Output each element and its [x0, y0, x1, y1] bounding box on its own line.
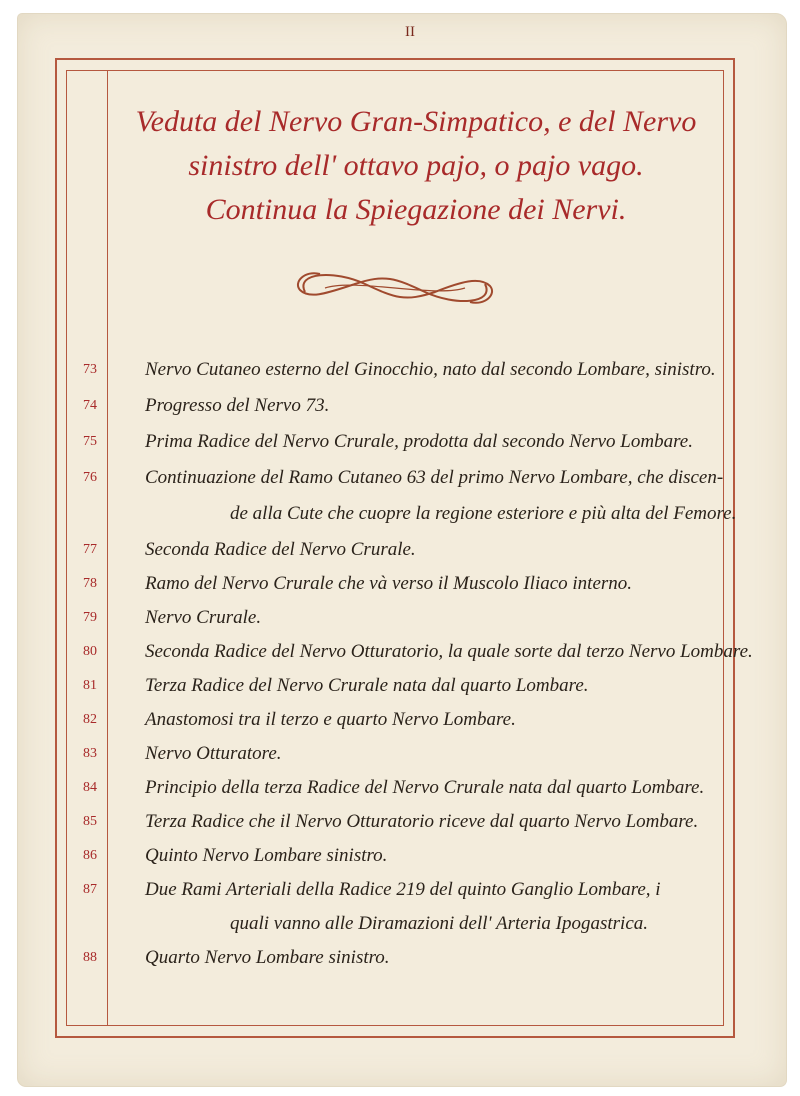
- entry-text-continuation: de alla Cute che cuopre la regione esteriore e più alta del Femore.: [230, 503, 737, 524]
- entry-text: Terza Radice del Nervo Crurale nata dal quarto Lombare.: [145, 675, 589, 696]
- entry-number: 88: [83, 950, 97, 965]
- entry-text: Seconda Radice del Nervo Crurale.: [145, 539, 416, 560]
- entry-text: Terza Radice che il Nervo Otturatorio riceve dal quarto Nervo Lombare.: [145, 811, 699, 832]
- entry-text: Seconda Radice del Nervo Otturatorio, la quale sorte dal terzo Nervo Lombare.: [145, 641, 753, 662]
- entry-number: 74: [83, 398, 97, 413]
- entry-text: Anastomosi tra il terzo e quarto Nervo Lombare.: [145, 709, 516, 730]
- entry-number: 85: [83, 814, 97, 829]
- entry-number: 87: [83, 882, 97, 897]
- entry-text-continuation: quali vanno alle Diramazioni dell' Arteria Ipogastrica.: [230, 913, 648, 934]
- entry-number: 80: [83, 644, 97, 659]
- title-line-1: Veduta del Nervo Gran-Simpatico, e del Nervo: [135, 105, 697, 138]
- entry-number: 73: [83, 362, 97, 377]
- entry-text: Nervo Crurale.: [145, 607, 262, 628]
- entry-text: Nervo Cutaneo esterno del Ginocchio, nato dal secondo Lombare, sinistro.: [145, 359, 716, 380]
- page-title: [108, 100, 724, 232]
- entry-number: 79: [83, 610, 97, 625]
- entry-text: Continuazione del Ramo Cutaneo 63 del primo Nervo Lombare, che discen-: [145, 467, 724, 488]
- entry-number: 78: [83, 576, 97, 591]
- entry-number: 86: [83, 848, 97, 863]
- title-line-2: sinistro dell' ottavo pajo, o pajo vago.: [188, 149, 644, 182]
- entry-text: Prima Radice del Nervo Crurale, prodotta dal secondo Nervo Lombare.: [145, 431, 693, 452]
- entry-number: 81: [83, 678, 97, 693]
- entry-text: Nervo Otturatore.: [145, 743, 282, 764]
- entry-number: 84: [83, 780, 97, 795]
- page-number: II: [405, 24, 415, 40]
- entry-text: Due Rami Arteriali della Radice 219 del quinto Ganglio Lombare, i: [145, 879, 661, 900]
- entry-number: 77: [83, 542, 97, 557]
- title-line-3: Continua la Spiegazione dei Nervi.: [205, 193, 627, 226]
- entry-text: Ramo del Nervo Crurale che và verso il Muscolo Iliaco interno.: [145, 573, 633, 594]
- entry-text: Progresso del Nervo 73.: [145, 395, 330, 416]
- entry-number: 75: [83, 434, 97, 449]
- entry-text: Principio della terza Radice del Nervo Crurale nata dal quarto Lombare.: [145, 777, 705, 798]
- entry-number: 83: [83, 746, 97, 761]
- entry-number: 82: [83, 712, 97, 727]
- entry-text: Quarto Nervo Lombare sinistro.: [145, 947, 390, 968]
- entry-text: Quinto Nervo Lombare sinistro.: [145, 845, 388, 866]
- entry-number: 76: [83, 470, 97, 485]
- calligraphic-flourish-icon: [285, 262, 505, 314]
